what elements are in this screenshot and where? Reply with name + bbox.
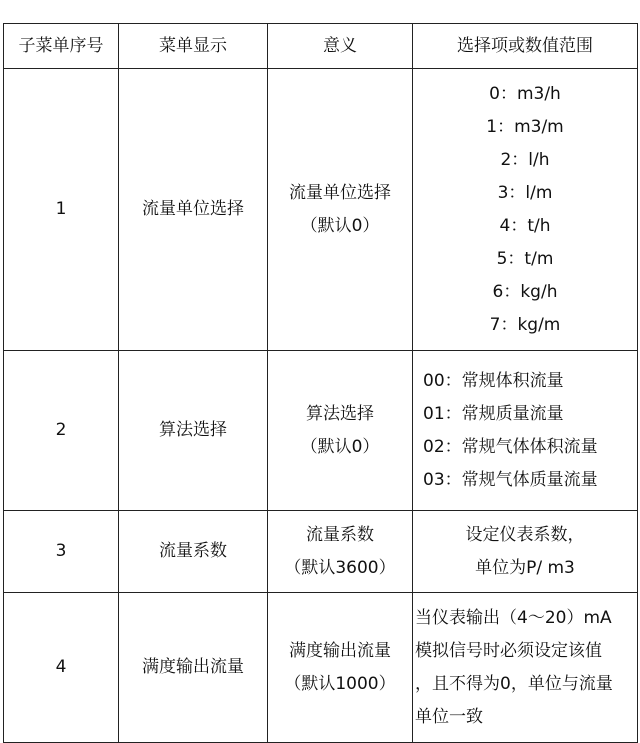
option: 单位为P/ m3 xyxy=(475,557,575,578)
meaning-default: （默认1000） xyxy=(284,673,396,694)
option: 4：t/h xyxy=(499,215,551,236)
table-row xyxy=(4,593,638,743)
header-cell: 菜单显示 xyxy=(119,24,268,69)
meaning xyxy=(268,351,413,511)
header-cell: 意义 xyxy=(268,24,413,69)
menu-display: 算法选择 xyxy=(119,351,268,511)
row-number: 4 xyxy=(4,593,119,743)
options xyxy=(413,593,638,743)
row-number: 1 xyxy=(4,69,119,351)
options xyxy=(413,351,638,511)
menu-display: 满度输出流量 xyxy=(119,593,268,743)
meaning-default: （默认3600） xyxy=(284,557,396,578)
meaning xyxy=(268,593,413,743)
header-cell: 选择项或数值范围 xyxy=(413,24,638,69)
options xyxy=(413,69,638,351)
meaning xyxy=(268,511,413,593)
menu-display: 流量单位选择 xyxy=(119,69,268,351)
row-number: 2 xyxy=(4,351,119,511)
table-row xyxy=(4,69,638,351)
option: 0：m3/h xyxy=(489,83,561,104)
option: 5：t/m xyxy=(496,248,554,269)
option: 模拟信号时必须设定该值 xyxy=(415,640,602,661)
option: 03：常规气体质量流量 xyxy=(423,469,598,490)
parameter-table xyxy=(3,23,638,743)
option: 7：kg/m xyxy=(489,314,561,335)
option: 1：m3/m xyxy=(486,116,564,137)
option: 2：l/h xyxy=(500,149,550,170)
option: 01：常规质量流量 xyxy=(423,403,564,424)
meaning xyxy=(268,69,413,351)
meaning-default: （默认0） xyxy=(300,436,380,457)
meaning-line: 流量系数 xyxy=(306,524,374,545)
row-number: 3 xyxy=(4,511,119,593)
meaning-default: （默认0） xyxy=(300,215,380,236)
table-row xyxy=(4,351,638,511)
meaning-line: 算法选择 xyxy=(306,403,374,424)
meaning-line: 流量单位选择 xyxy=(289,182,391,203)
menu-display: 流量系数 xyxy=(119,511,268,593)
option: 3：l/m xyxy=(497,182,553,203)
option: 00：常规体积流量 xyxy=(423,370,564,391)
options xyxy=(413,511,638,593)
option: 单位一致 xyxy=(415,706,483,727)
meaning-line: 满度输出流量 xyxy=(289,640,391,661)
option: ，且不得为0，单位与流量 xyxy=(415,673,613,694)
option: 设定仪表系数， xyxy=(465,524,585,545)
header-row xyxy=(4,24,638,69)
table-row xyxy=(4,511,638,593)
option: 02：常规气体体积流量 xyxy=(423,436,598,457)
option: 6：kg/h xyxy=(492,281,558,302)
header-cell: 子菜单序号 xyxy=(4,24,119,69)
option: 当仪表输出（4～20）mA xyxy=(415,607,612,628)
